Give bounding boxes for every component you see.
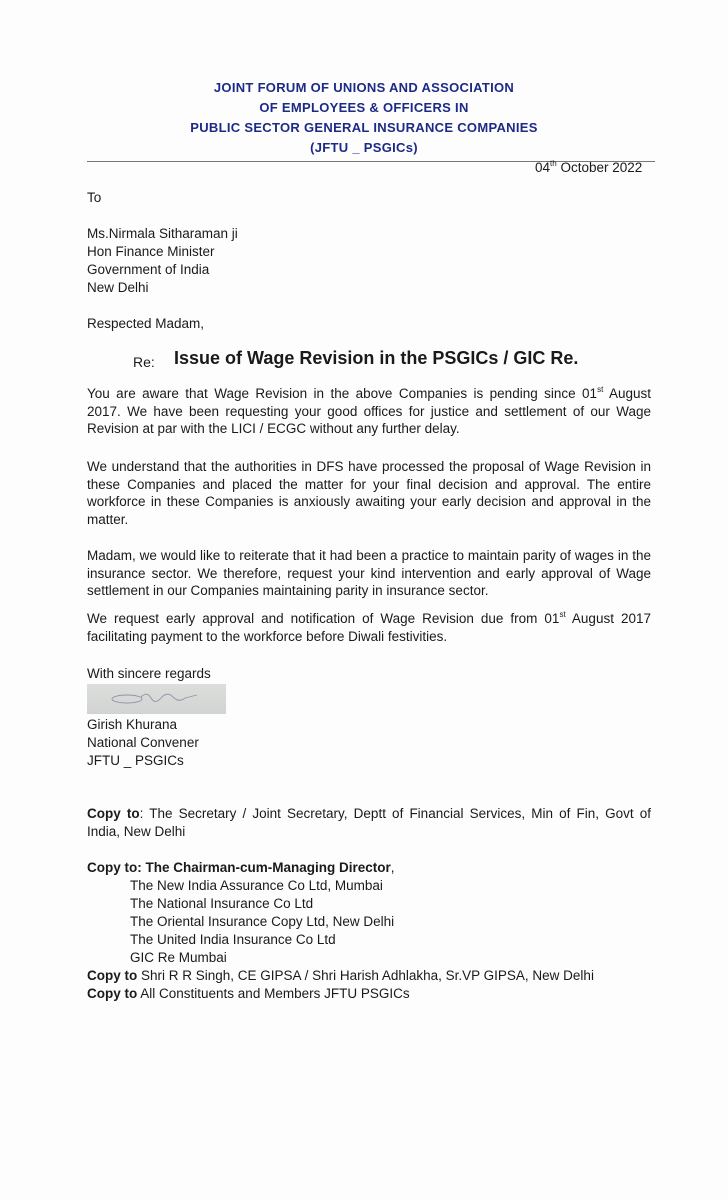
p1-sup: st: [597, 385, 604, 394]
letterhead-line-3: PUBLIC SECTOR GENERAL INSURANCE COMPANIES: [190, 120, 538, 135]
body-paragraph-4: [87, 610, 651, 645]
recipient-org: Government of India: [87, 262, 210, 277]
copy-list-item: The United India Insurance Co Ltd: [130, 932, 336, 947]
subject-text: Issue of Wage Revision in the PSGICs / GIC Re.: [174, 348, 579, 368]
copy-to-gipsa: [87, 967, 594, 984]
date-day: 04: [535, 160, 551, 175]
date-suffix: th: [550, 159, 557, 168]
copy-to-text-3: Shri R R Singh, CE GIPSA / Shri Harish Adhlakha, Sr.VP GIPSA, New Delhi: [137, 968, 594, 983]
copy-to-constituents: [87, 985, 410, 1002]
copy-to-cmd: [87, 859, 395, 876]
copy-to-label-4: Copy to: [87, 986, 138, 1001]
signature-image: [87, 684, 226, 714]
body-paragraph-3: Madam, we would like to reiterate that it had been a practice to maintain parity of wages in the insurance sector. We therefore, request your kind intervention and early approval of Wage settlement in our Companies maintaining parity in insurance sector.: [87, 548, 651, 598]
p4-start: We request early approval and notification of Wage Revision due from 01: [87, 611, 560, 626]
copy-to-text-1: : The Secretary / Joint Secretary, Deptt of Financial Services, Min of Fin, Govt of India, New Delhi: [87, 806, 651, 839]
recipient-title: Hon Finance Minister: [87, 244, 215, 259]
copy-list-item: The New India Assurance Co Ltd, Mumbai: [130, 878, 383, 893]
body-paragraph-1: [87, 385, 651, 438]
recipient-city: New Delhi: [87, 280, 149, 295]
copy-to-text-4: All Constituents and Members JFTU PSGICs: [137, 986, 410, 1001]
copy-to-label-2: Copy to: The Chairman-cum-Managing Director: [87, 860, 391, 875]
subject-label: Re:: [133, 354, 155, 370]
letterhead-line-1: JOINT FORUM OF UNIONS AND ASSOCIATION: [213, 80, 515, 95]
copy-to-secretary: [87, 805, 651, 840]
p1-start: You are aware that Wage Revision in the above Companies is pending since 01: [87, 386, 598, 401]
to-label: To: [87, 190, 102, 205]
recipient-name: Ms.Nirmala Sitharaman ji: [87, 226, 238, 241]
p4-end: August 2017 facilitating payment to the workforce before Diwali festivities.: [87, 611, 651, 644]
p1-end: August 2017. We have been requesting your good offices for justice and settlement of our Wage Revision at par with the LICI / ECGC without any further delay.: [87, 386, 651, 436]
letterhead-line-2: OF EMPLOYEES & OFFICERS IN: [259, 100, 469, 115]
p4-sup: st: [559, 610, 566, 619]
copy-list-item: The Oriental Insurance Copy Ltd, New Delhi: [130, 914, 395, 929]
signatory-org: JFTU _ PSGICs: [87, 753, 184, 768]
copy-list-item: GIC Re Mumbai: [130, 950, 227, 965]
signatory-role: National Convener: [87, 735, 199, 750]
date-month-year: October 2022: [556, 160, 643, 175]
copy-to-comma: ,: [390, 860, 395, 875]
copy-list-item: The National Insurance Co Ltd: [130, 896, 314, 911]
signatory-name: Girish Khurana: [87, 717, 178, 732]
copy-to-label-1: Copy to: [87, 806, 140, 821]
letter-date: [535, 159, 642, 176]
copy-to-label-3: Copy to: [87, 968, 138, 983]
body-paragraph-2: We understand that the authorities in DFS have processed the proposal of Wage Revision in these Companies and placed the matter for your final decision and approval. The entire workforce in these Companies is anxiously awaiting your early decision and approval in the matter.: [87, 459, 651, 527]
salutation: Respected Madam,: [87, 316, 205, 331]
closing-regards: With sincere regards: [87, 666, 211, 681]
signature-scribble-icon: [87, 684, 226, 714]
letterhead-line-4: (JFTU _ PSGICs): [310, 140, 418, 155]
